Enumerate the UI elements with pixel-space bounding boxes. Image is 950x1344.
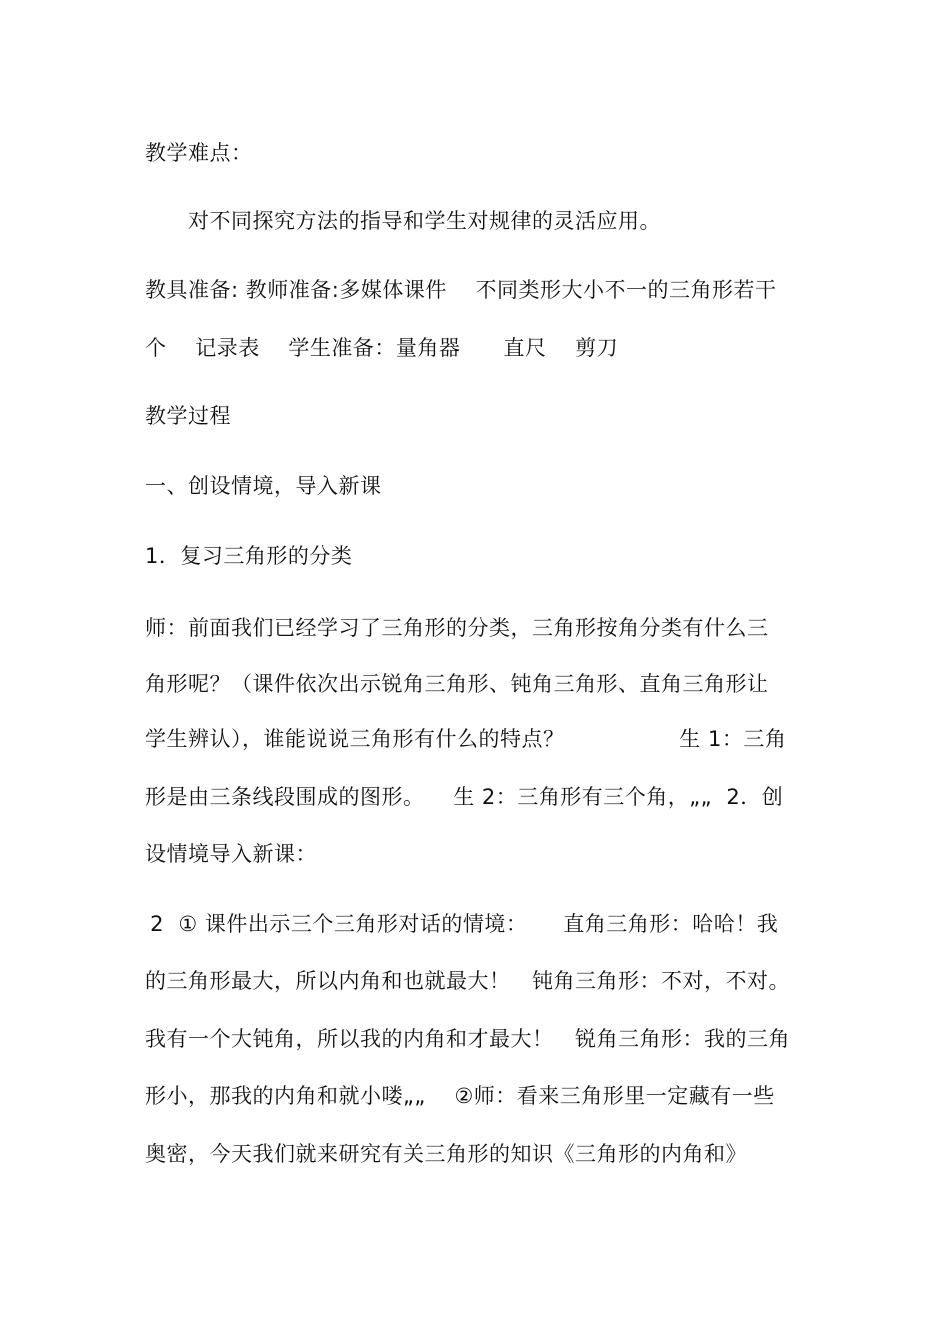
item-1-title: 1．复习三角形的分类 xyxy=(145,544,353,568)
paragraph-2-line: 形小，那我的内角和就小喽„„ ②师：看来三角形里一定藏有一些 xyxy=(145,1084,775,1108)
paragraph-2-line: 的三角形最大，所以内角和也就最大！ 钝角三角形：不对，不对。 xyxy=(145,969,791,993)
teaching-tools-line-1: 教具准备: 教师准备:多媒体课件 不同类形大小不一的三角形若干 xyxy=(145,278,777,302)
paragraph-1-line: 角形呢？（课件依次出示锐角三角形、钝角三角形、直角三角形让 xyxy=(145,672,769,696)
heading-teaching-process: 教学过程 xyxy=(145,404,231,428)
paragraph-2-line: 2 ① 课件出示三个三角形对话的情境： 直角三角形：哈哈！我 xyxy=(143,912,779,936)
paragraph-1-line: 学生辨认），谁能说说三角形有什么的特点？ 生 1：三角 xyxy=(145,727,787,751)
paragraph-1-line: 师：前面我们已经学习了三角形的分类，三角形按角分类有什么三 xyxy=(145,616,769,640)
difficulty-text: 对不同探究方法的指导和学生对规律的灵活应用。 xyxy=(188,209,661,233)
paragraph-2-line: 奥密，今天我们就来研究有关三角形的知识《三角形的内角和》 xyxy=(145,1142,747,1166)
heading-teaching-difficulty: 教学难点： xyxy=(145,141,253,165)
paragraph-2-line: 我有一个大钝角，所以我的内角和才最大！ 锐角三角形：我的三角 xyxy=(145,1027,791,1051)
paragraph-1-line: 设情境导入新课： xyxy=(145,842,317,866)
section-1-title: 一、创设情境，导入新课 xyxy=(145,474,382,498)
paragraph-1-line: 形是由三条线段围成的图形。 生 2：三角形有三个角，„„ 2．创 xyxy=(145,785,784,809)
teaching-tools-line-2: 个 记录表 学生准备：量角器 直尺 剪刀 xyxy=(145,336,619,360)
